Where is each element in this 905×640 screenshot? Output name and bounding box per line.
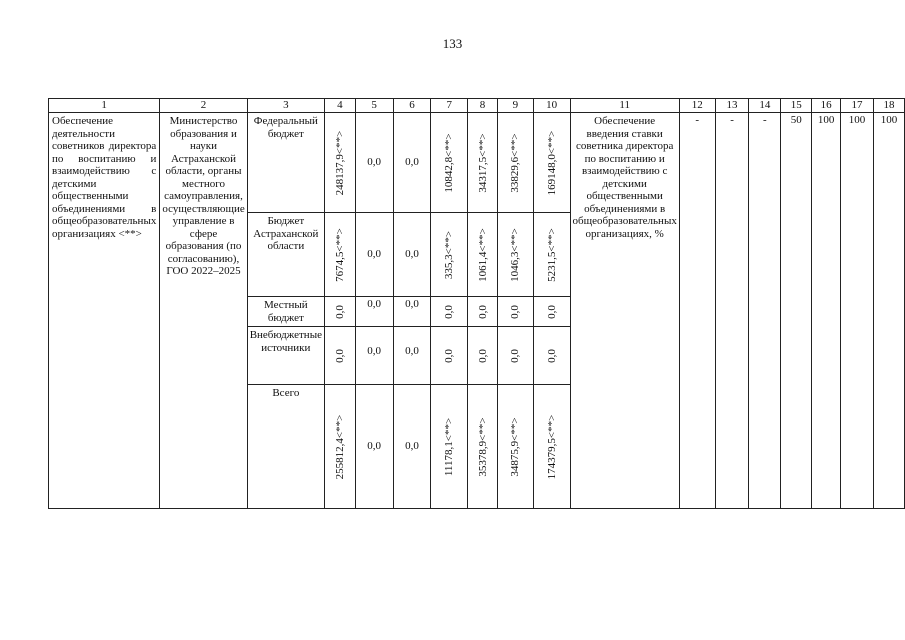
indicator-value: 100 (812, 113, 841, 509)
value-cell: 0,0 (355, 385, 393, 509)
col-number: 15 (781, 99, 812, 113)
value-cell: 0,0 (355, 113, 393, 213)
col-number: 10 (533, 99, 570, 113)
value-cell: 0,0 (393, 213, 431, 297)
value-cell: 0,0 (476, 348, 489, 363)
value-cell: 0,0 (545, 304, 558, 319)
value-cell: 248137,9<**> (333, 130, 346, 195)
indicator-value: 50 (781, 113, 812, 509)
page-number: 133 (442, 36, 463, 51)
value-cell: 174379,5<**> (545, 414, 558, 479)
value-cell: 0,0 (509, 348, 522, 363)
value-cell: 0,0 (443, 304, 456, 319)
value-cell: 35378,9<**> (476, 416, 489, 477)
indicator-value: - (749, 113, 781, 509)
col-number: 17 (841, 99, 874, 113)
col-number: 3 (247, 99, 324, 113)
value-cell: 0,0 (393, 327, 431, 385)
value-cell: 0,0 (393, 385, 431, 509)
value-cell: 0,0 (355, 297, 393, 327)
funding-source: Всего (247, 385, 324, 509)
col-number: 4 (324, 99, 355, 113)
table-row (49, 113, 905, 213)
indicator-name: Обеспечение введения ставки советника директора по воспитанию и взаимодействию с детскими общественными объединениями в общеобразовательных организациях, % (570, 113, 679, 509)
value-cell: 1046,3<**> (509, 227, 522, 282)
col-number: 2 (160, 99, 247, 113)
col-number: 9 (497, 99, 533, 113)
value-cell: 0,0 (355, 327, 393, 385)
funding-source: Бюджет Астраханской области (247, 213, 324, 297)
value-cell: 7674,5<**> (333, 227, 346, 282)
value-cell: 0,0 (476, 304, 489, 319)
value-cell: 33829,6<**> (509, 132, 522, 193)
col-number: 8 (468, 99, 498, 113)
value-cell: 0,0 (333, 348, 346, 363)
col-number: 5 (355, 99, 393, 113)
value-cell: 335,3<**> (443, 230, 456, 279)
indicator-value: - (715, 113, 749, 509)
indicator-value: 100 (873, 113, 904, 509)
value-cell: 0,0 (355, 213, 393, 297)
value-cell: 10842,8<**> (443, 132, 456, 193)
value-cell: 0,0 (393, 297, 431, 327)
program-table (48, 98, 905, 509)
col-number: 16 (812, 99, 841, 113)
col-number: 7 (431, 99, 468, 113)
col-number: 1 (49, 99, 160, 113)
activity-name: Обеспечение деятельности советников директора по воспитанию и взаимодействию с детскими общественными объединениями в общеобразовательных организациях <**> (49, 113, 160, 509)
col-number: 6 (393, 99, 431, 113)
value-cell: 34317,5<**> (476, 132, 489, 193)
value-cell: 0,0 (509, 304, 522, 319)
funding-source: Федеральный бюджет (247, 113, 324, 213)
value-cell: 0,0 (333, 304, 346, 319)
funding-source: Внебюджетные источники (247, 327, 324, 385)
value-cell: 169148,0<**> (545, 130, 558, 195)
value-cell: 34875,9<**> (509, 416, 522, 477)
value-cell: 0,0 (443, 348, 456, 363)
col-number: 14 (749, 99, 781, 113)
funding-source: Местный бюджет (247, 297, 324, 327)
value-cell: 0,0 (393, 113, 431, 213)
indicator-value: 100 (841, 113, 874, 509)
col-number: 13 (715, 99, 749, 113)
responsible-executor: Министерство образования и науки Астраханской области, органы местного самоуправления, осуществляющие управление в сфере образования (по согласованию), ГОО 2022–2025 (160, 113, 247, 509)
value-cell: 5231,5<**> (545, 227, 558, 282)
col-number: 18 (873, 99, 904, 113)
value-cell: 11178,1<**> (443, 417, 456, 476)
col-number: 12 (679, 99, 715, 113)
value-cell: 1061,4<**> (476, 227, 489, 282)
column-number-row (49, 99, 905, 113)
col-number: 11 (570, 99, 679, 113)
value-cell: 255812,4<**> (333, 414, 346, 479)
value-cell: 0,0 (545, 348, 558, 363)
indicator-value: - (679, 113, 715, 509)
